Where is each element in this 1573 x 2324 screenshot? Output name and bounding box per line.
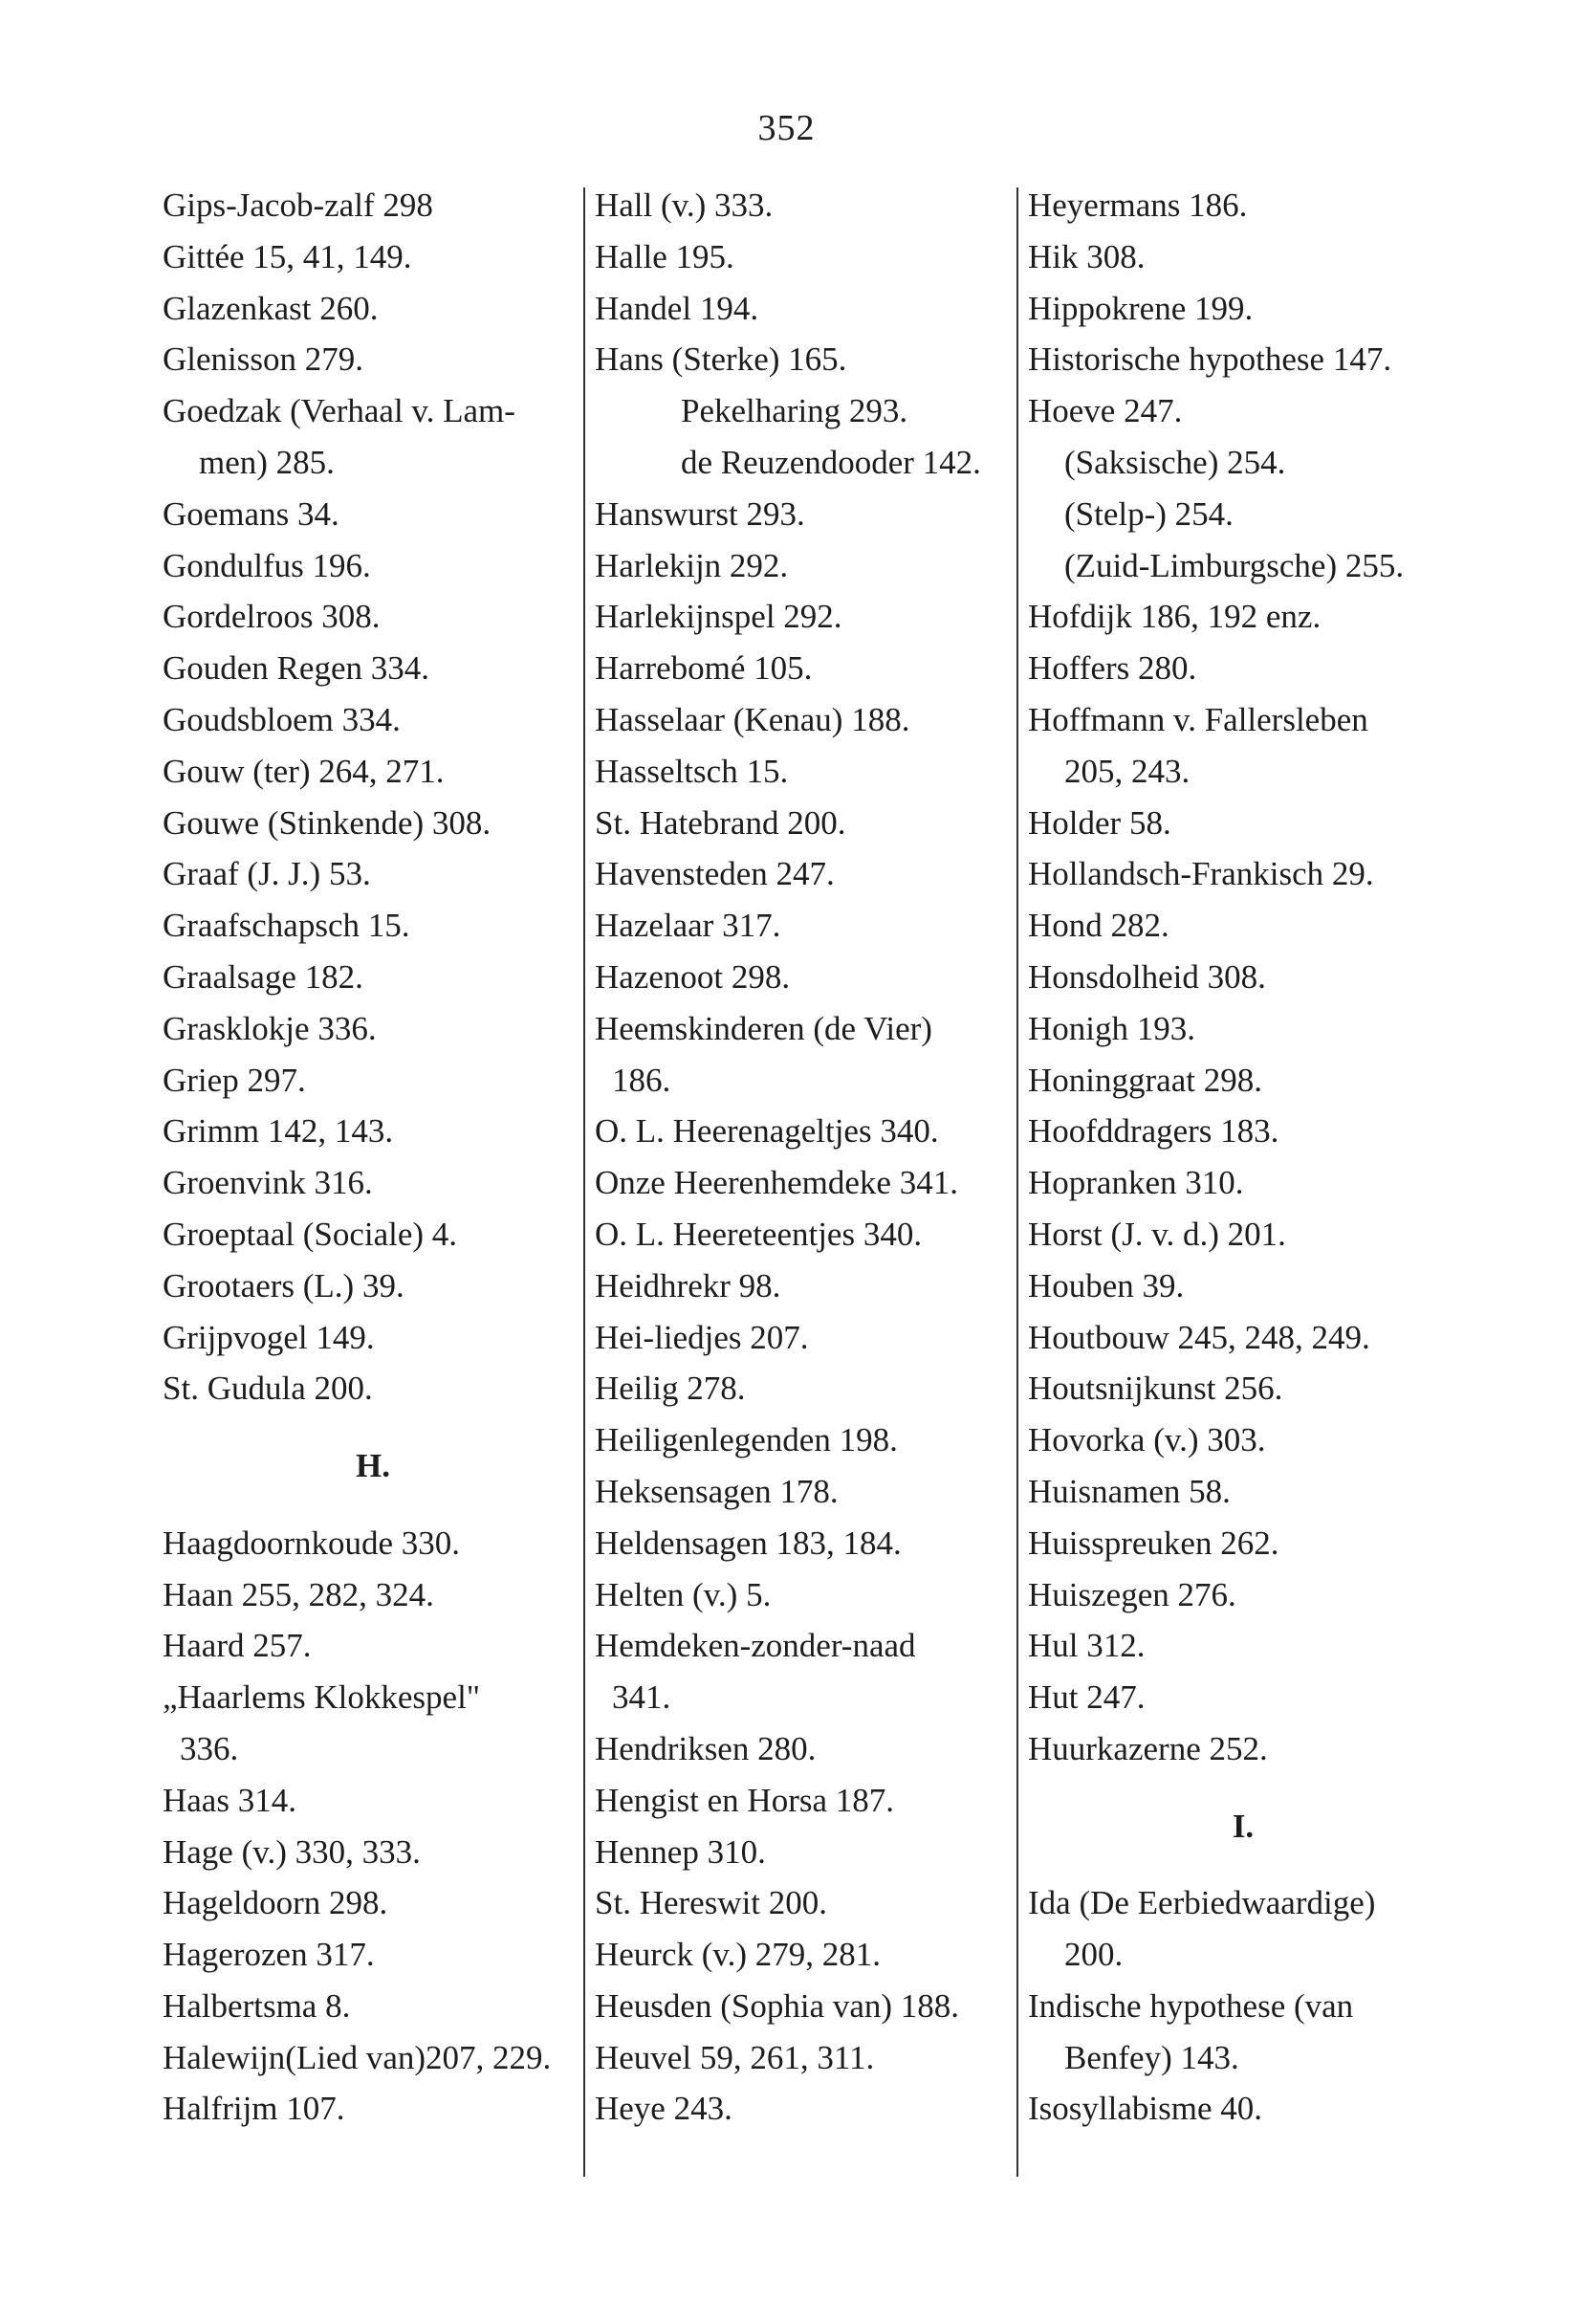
- index-entry: Hei-liedjes 207.: [595, 1318, 809, 1356]
- index-entry-continuation: men) 285.: [199, 443, 335, 481]
- index-entry: Haan 255, 282, 324.: [163, 1575, 434, 1613]
- index-column-2: [595, 180, 1010, 2135]
- index-entry: Hul 312.: [1028, 1627, 1146, 1665]
- index-entry: Historische hypothese 147.: [1028, 340, 1392, 379]
- index-entry-continuation: 186.: [612, 1061, 671, 1099]
- index-entry: Helten (v.) 5.: [595, 1575, 772, 1613]
- column-divider: [583, 187, 585, 2177]
- index-entry: Grijpvogel 149.: [163, 1318, 375, 1356]
- index-entry: Hoofddragers 183.: [1028, 1112, 1279, 1151]
- index-entry: Heusden (Sophia van) 188.: [595, 1986, 960, 2025]
- index-entry: Hut 247.: [1028, 1678, 1146, 1717]
- index-subentry: de Reuzendooder 142.: [681, 443, 981, 481]
- index-entry: Hazenoot 298.: [595, 957, 791, 996]
- index-entry: Haas 314.: [163, 1781, 296, 1819]
- index-entry: Hovorka (v.) 303.: [1028, 1421, 1266, 1459]
- index-entry: Hageldoorn 298.: [163, 1884, 388, 1922]
- index-entry-continuation: Benfey) 143.: [1064, 2038, 1239, 2076]
- index-entry: Heurck (v.) 279, 281.: [595, 1936, 882, 1974]
- column-divider: [1016, 187, 1018, 2177]
- index-entry: Hoeve 247.: [1028, 392, 1183, 430]
- index-entry: Grootaers (L.) 39.: [163, 1266, 404, 1305]
- index-entry: Hofdijk 186, 192 enz.: [1028, 598, 1322, 636]
- index-entry: Heldensagen 183, 184.: [595, 1524, 902, 1562]
- index-entry: Groenvink 316.: [163, 1164, 373, 1202]
- index-entry: Gips-Jacob-zalf 298: [163, 186, 433, 224]
- page-number: 352: [757, 108, 816, 148]
- index-entry: Havensteden 247.: [595, 855, 835, 893]
- index-entry: Honigh 193.: [1028, 1009, 1195, 1047]
- index-entry: Harlekijn 292.: [595, 546, 789, 584]
- index-entry: Hoffers 280.: [1028, 649, 1197, 688]
- index-entry: St. Gudula 200.: [163, 1370, 373, 1408]
- index-entry: Hans (Sterke) 165.: [595, 340, 847, 379]
- index-entry: Houtbouw 245, 248, 249.: [1028, 1318, 1370, 1356]
- index-entry: Hasselaar (Kenau) 188.: [595, 700, 910, 738]
- index-entry: Halbertsma 8.: [163, 1986, 351, 2025]
- index-subentry: Pekelharing 293.: [681, 392, 908, 430]
- index-entry: Hond 282.: [1028, 907, 1169, 945]
- index-entry: Huisnamen 58.: [1028, 1472, 1231, 1510]
- index-subentry: (Zuid-Limburgsche) 255.: [1064, 546, 1405, 584]
- index-subentry: (Saksische) 254.: [1064, 443, 1286, 481]
- index-entry: O. L. Heerenageltjes 340.: [595, 1112, 939, 1151]
- index-entry: Gondulfus 196.: [163, 546, 371, 584]
- index-entry: Goemans 34.: [163, 494, 339, 533]
- index-entry: Goedzak (Verhaal v. Lam-: [163, 392, 515, 430]
- index-entry: Heidhrekr 98.: [595, 1266, 781, 1305]
- index-entry: Hengist en Horsa 187.: [595, 1781, 895, 1819]
- index-entry: Hollandsch-Frankisch 29.: [1028, 855, 1374, 893]
- index-entry: Hazelaar 317.: [595, 907, 781, 945]
- index-entry: Halewijn(Lied van)207, 229.: [163, 2038, 552, 2076]
- index-entry: Glazenkast 260.: [163, 289, 379, 327]
- index-entry: Hippokrene 199.: [1028, 289, 1254, 327]
- index-entry: Heyermans 186.: [1028, 186, 1248, 224]
- index-entry: Goudsbloem 334.: [163, 700, 401, 738]
- index-entry-continuation: 336.: [180, 1729, 239, 1767]
- index-entry: Hanswurst 293.: [595, 494, 805, 533]
- index-entry: Heksensagen 178.: [595, 1472, 839, 1510]
- index-entry: Gouwe (Stinkende) 308.: [163, 803, 492, 842]
- index-entry: Hendriksen 280.: [595, 1729, 817, 1767]
- index-entry-continuation: 341.: [612, 1678, 671, 1717]
- index-entry: Hopranken 310.: [1028, 1164, 1244, 1202]
- index-entry: Isosyllabisme 40.: [1028, 2090, 1262, 2128]
- index-entry: Huisspreuken 262.: [1028, 1524, 1279, 1562]
- index-entry: Hemdeken-zonder-naad: [595, 1627, 916, 1665]
- index-entry: Honsdolheid 308.: [1028, 957, 1266, 996]
- index-subentry: (Stelp-) 254.: [1064, 494, 1234, 533]
- index-entry: Heye 243.: [595, 2090, 732, 2128]
- index-entry-continuation: 200.: [1064, 1936, 1124, 1974]
- index-entry: Houtsnijkunst 256.: [1028, 1370, 1283, 1408]
- index-entry: Houben 39.: [1028, 1266, 1185, 1305]
- index-entry: Graaf (J. J.) 53.: [163, 855, 371, 893]
- index-entry: Grimm 142, 143.: [163, 1112, 394, 1151]
- index-entry: Harrebomé 105.: [595, 649, 813, 688]
- index-entry: Gordelroos 308.: [163, 598, 381, 636]
- index-entry: Gouw (ter) 264, 271.: [163, 752, 445, 790]
- index-entry: Hall (v.) 333.: [595, 186, 774, 224]
- index-entry: Heuvel 59, 261, 311.: [595, 2038, 875, 2076]
- index-entry: Heiligenlegenden 198.: [595, 1421, 898, 1459]
- index-entry: Griep 297.: [163, 1061, 306, 1099]
- index-entry: Glenisson 279.: [163, 340, 363, 379]
- index-column-3: [1028, 180, 1458, 2135]
- index-entry: Halfrijm 107.: [163, 2090, 345, 2128]
- index-entry: Holder 58.: [1028, 803, 1171, 842]
- index-entry: Handel 194.: [595, 289, 759, 327]
- index-entry: „Haarlems Klokkespel": [163, 1678, 481, 1717]
- index-entry: Groeptaal (Sociale) 4.: [163, 1215, 458, 1253]
- index-entry: St. Hatebrand 200.: [595, 803, 846, 842]
- index-entry: Horst (J. v. d.) 201.: [1028, 1215, 1286, 1253]
- index-entry: Hik 308.: [1028, 237, 1146, 275]
- index-entry: Harlekijnspel 292.: [595, 598, 842, 636]
- index-entry: Ida (De Eerbiedwaardige): [1028, 1884, 1376, 1922]
- index-entry: Hagerozen 317.: [163, 1936, 375, 1974]
- index-entry: Huurkazerne 252.: [1028, 1729, 1268, 1767]
- index-entry: Graafschapsch 15.: [163, 907, 410, 945]
- index-entry: Hage (v.) 330, 333.: [163, 1832, 421, 1871]
- index-entry: Huiszegen 276.: [1028, 1575, 1236, 1613]
- section-heading-i: I.: [1232, 1807, 1255, 1845]
- index-entry: Heemskinderen (de Vier): [595, 1009, 932, 1047]
- index-entry: Onze Heerenhemdeke 341.: [595, 1164, 958, 1202]
- index-entry: Graalsage 182.: [163, 957, 363, 996]
- index-entry: Halle 195.: [595, 237, 734, 275]
- index-entry: Hoffmann v. Fallersleben: [1028, 700, 1368, 738]
- index-entry: Grasklokje 336.: [163, 1009, 377, 1047]
- section-heading-h: H.: [356, 1447, 390, 1485]
- index-entry: Hennep 310.: [595, 1832, 766, 1871]
- index-entry: Hasseltsch 15.: [595, 752, 789, 790]
- index-column-1: [163, 180, 583, 2135]
- index-entry-continuation: 205, 243.: [1064, 752, 1191, 790]
- index-entry: Honinggraat 298.: [1028, 1061, 1262, 1099]
- index-entry: Indische hypothese (van: [1028, 1986, 1354, 2025]
- index-entry: Haard 257.: [163, 1627, 312, 1665]
- index-entry: O. L. Heereteentjes 340.: [595, 1215, 923, 1253]
- index-entry: Heilig 278.: [595, 1370, 746, 1408]
- index-entry: Haagdoornkoude 330.: [163, 1524, 461, 1562]
- index-entry: Gouden Regen 334.: [163, 649, 429, 688]
- index-entry: St. Hereswit 200.: [595, 1884, 828, 1922]
- index-entry: Gittée 15, 41, 149.: [163, 237, 412, 275]
